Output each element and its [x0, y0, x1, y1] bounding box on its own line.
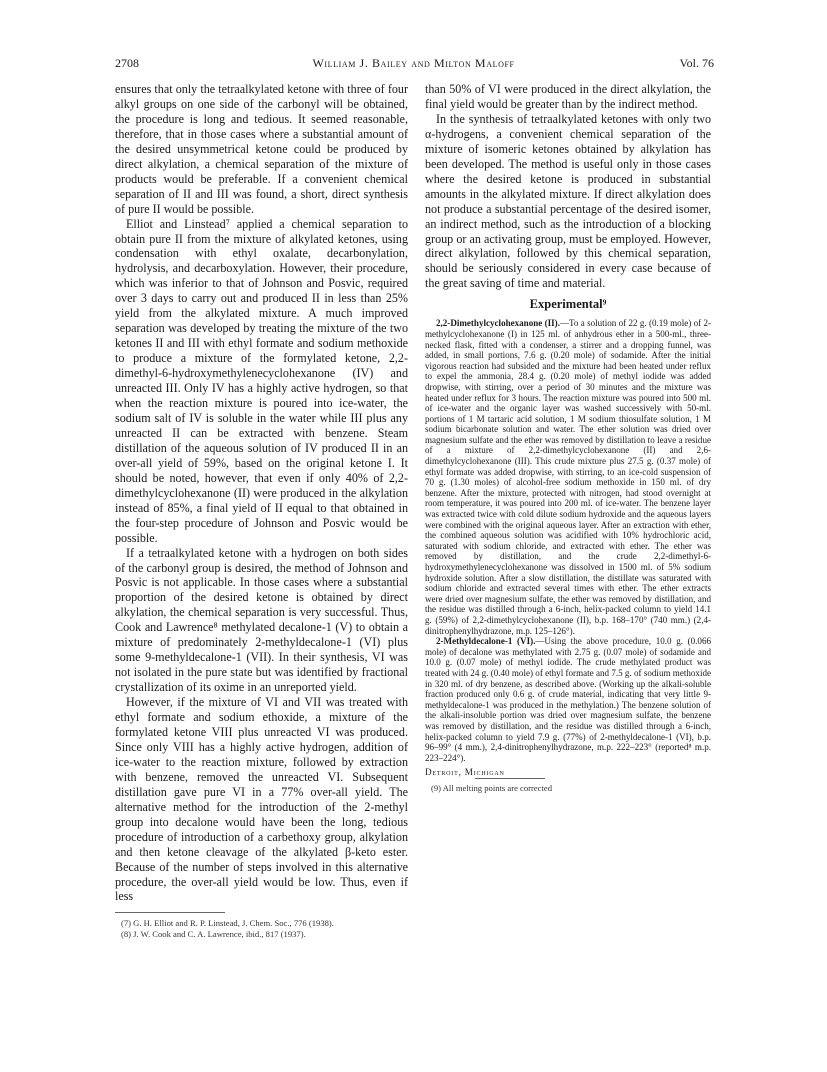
section-heading: Experimental⁹: [529, 297, 607, 312]
footnote: (7) G. H. Elliot and R. P. Linstead, J. Chem. Soc., 776 (1938).: [121, 918, 334, 929]
volume-label: Vol. 76: [679, 56, 714, 70]
left-column: [115, 82, 408, 940]
footnote-divider: [475, 778, 545, 779]
experimental-heading: 2-Methyldecalone-1 (VI).: [436, 636, 536, 647]
experimental-text: —To a solution of 22 g. (0.19 mole) of 2-methylcyclohexanone (I) in 125 ml. of anhydrous ether in a 500-ml., three-necked flask, fitted with a condenser, a stirrer and a dropping funnel, was added, in small portions, 7.6 g. (0.20 mole) of sodamide. After the initial vigorous reaction had subsided and the mixture had been heated under reflux to expel the ammonia, 28.4 g. (0.20 mole) of methyl iodide was added dropwise, with stirring, over a period of 30 minutes and the mixture was heated under reflux for 3 hours. The reaction mixture was poured into 500 ml. of ice-water and the organic layer was washed successively with 50-ml. portions of 1 M tartaric acid solution, 1 M sodium thiosulfate solution, 1 M sodium bicarbonate solution and water. The ether solution was dried over magnesium sulfate and the ether was removed by distillation to leave a residue of a mixture of 2,2-dimethylcyclohexanone (II) and 2,6-dimethylcyclohexanone (III). This crude mixture plus 27.5 g. (0.37 mole) of ethyl formate was added dropwise, with stirring, to an ice-cold suspension of 70 g. (1.30 moles) of alcohol-free sodium methoxide in 150 ml. of dry benzene. After the mixture, protected with nitrogen, had stood overnight at room temperature, it was poured into 200 ml. of ice-water. The benzene layer was extracted twice with cold dilute sodium hydroxide and the aqueous layers were combined with the original aqueous layer. After an extraction with ether, the combined aqueous solution was acidified with 10% hydrochloric acid, saturated with sodium chloride, and extracted with ether. The ether was removed by distillation, and the crude 2,2-dimethyl-6-hydroxymethylenecyclohexanone was dissolved in 1500 ml. of 5% sodium hydroxide solution. After a slow distillation, the distillate was saturated with sodium chloride and extracted several times with ether. The ether extracts were dried over magnesium sulfate, the ether was removed by distillation, and the residue was distilled through a 6-inch, helix-packed column to yield 14.1 g. (59%) of 2,2-dimethylcyclohexanone (II), b.p. 168–170° (740 mm.) (2,4-dinitrophenylhydrazone, m.p. 125–126°).: [425, 318, 711, 636]
body-paragraph: than 50% of VI were produced in the direct alkylation, the final yield would be greater than by the indirect method.: [425, 82, 711, 111]
body-paragraph: However, if the mixture of VI and VII was treated with ethyl formate and sodium ethoxide, a mixture of the formylated ketone VIII plus unreacted VI was produced. Since only VIII has a highly active hydrogen, addition of ice-water to the reaction mixture, followed by extraction with benzene, removed the unreacted VI. Subsequent distillation gave pure VI in a 77% over-all yield. The alternative method for the introduction of the 2-methyl group into decalone would have been the long, tedious procedure of introduction of a carbethoxy group, alkylation and then ketone cleavage of the alkylated β-keto ester. Because of the number of steps involved in this alternative procedure, the over-all yield would be low. Thus, even if less: [115, 695, 408, 904]
experimental-text: —Using the above procedure, 10.0 g. (0.066 mole) of decalone was methylated with 2.75 g. (0.07 mole) of sodamide and 10.0 g. (0.07 mole) of methyl iodide. The crude methylated product was treated with 24 g. (0.40 mole) of ethyl formate and 7.5 g. of sodium methoxide in 320 ml. of dry benzene, as described above. (Working up the alkali-soluble fraction produced only 0.6 g. of crude material, indicating that very little 9-methyldecalone-1 was produced in the methylation.) The benzene solution of the alkali-insoluble portion was dried over magnesium sulfate, the benzene was removed by distillation, and the residue was distilled through a 6-inch, helix-packed column to yield 7.9 g. (77%) of 2-methyldecalone-1 (VI), b.p. 96–99° (4 mm.), 2,4-dinitrophenylhydrazone, m.p. 222–223° (reported⁸ m.p. 223–224°).: [425, 636, 711, 763]
footnote-divider: [115, 912, 225, 913]
experimental-heading: 2,2-Dimethylcyclohexanone (II).: [436, 318, 560, 329]
experimental-paragraph: [425, 318, 711, 636]
affiliation-place: Detroit, Michigan: [425, 767, 505, 778]
body-paragraph: Elliot and Linstead⁷ applied a chemical separation to obtain pure II from the mixture of alkylated ketones, using condensation with ethyl oxalate, decarbonylation, hydrolysis, and decarboxylation. However, their procedure, which was inferior to that of Johnson and Posvic, required over 3 days to carry out and produced II in less than 25% yield from the alkylated mixture. A much improved separation was developed by treating the mixture of the two ketones II and III with ethyl formate and sodium methoxide to produce a mixture of the formylated ketone, 2,2-dimethyl-6-hydroxymethylenecyclohexanone (IV) and unreacted III. Only IV has a highly active hydrogen, so that when the reaction mixture is poured into ice-water, the sodium salt of IV is soluble in the water while III plus any unreacted II can be extracted with benzene. Steam distillation of the aqueous solution of IV produced II in an over-all yield of 59%, based on the original ketone I. It should be noted, however, that even if only 40% of 2,2-dimethylcyclohexanone (II) were produced in the alkylation instead of 85%, a final yield of II equal to that obtained in the four-step procedure of Johnson and Posvic would be possible.: [115, 216, 408, 545]
body-paragraph: In the synthesis of tetraalkylated ketones with only two α-hydrogens, a convenient chemical separation of the mixture of isomeric ketones obtained by alkylation has been developed. The method is useful only in those cases where the desired ketone is produced in substantial amounts in the alkylated mixture. If direct alkylation does not produce a substantial percentage of the desired isomer, an indirect method, such as the introduction of a blocking group or an activating group, must be employed. However, direct alkylation, followed by this chemical separation, should be seriously considered in every case because of the great saving of time and material.: [425, 111, 711, 291]
footnote: (9) All melting points are corrected: [431, 783, 552, 794]
page-number: 2708: [115, 56, 139, 70]
experimental-paragraph: [425, 636, 711, 763]
body-paragraph: If a tetraalkylated ketone with a hydrogen on both sides of the carbonyl group is desired, the method of Johnson and Posvic is not applicable. In those cases where a substantial proportion of the desired ketone is obtained by direct alkylation, the chemical separation is very successful. Thus, Cook and Lawrence⁸ methylated decalone-1 (V) to obtain a mixture of predominately 2-methyldecalone-1 (VI) plus some 9-methyldecalone-1 (VII). In their synthesis, VI was not isolated in the pure state but was identified by fractional crystallization of its oxime in an unreported yield.: [115, 545, 408, 695]
right-column: [425, 82, 711, 794]
body-paragraph: ensures that only the tetraalkylated ketone with three of four alkyl groups on one side of the carbonyl will be obtained, the procedure is long and tedious. It seemed reasonable, therefore, that in those cases where a substantial amount of the desired unsymmetrical ketone could be produced by direct alkylation, a chemical separation of the mixture of products would be preferable. If a convenient chemical separation of II and III was found, a short, direct synthesis of pure II would be possible.: [115, 82, 408, 216]
running-title: William J. Bailey and Milton Maloff: [312, 56, 515, 70]
footnote: (8) J. W. Cook and C. A. Lawrence, ibid., 817 (1937).: [121, 929, 306, 940]
running-header: [0, 56, 827, 74]
